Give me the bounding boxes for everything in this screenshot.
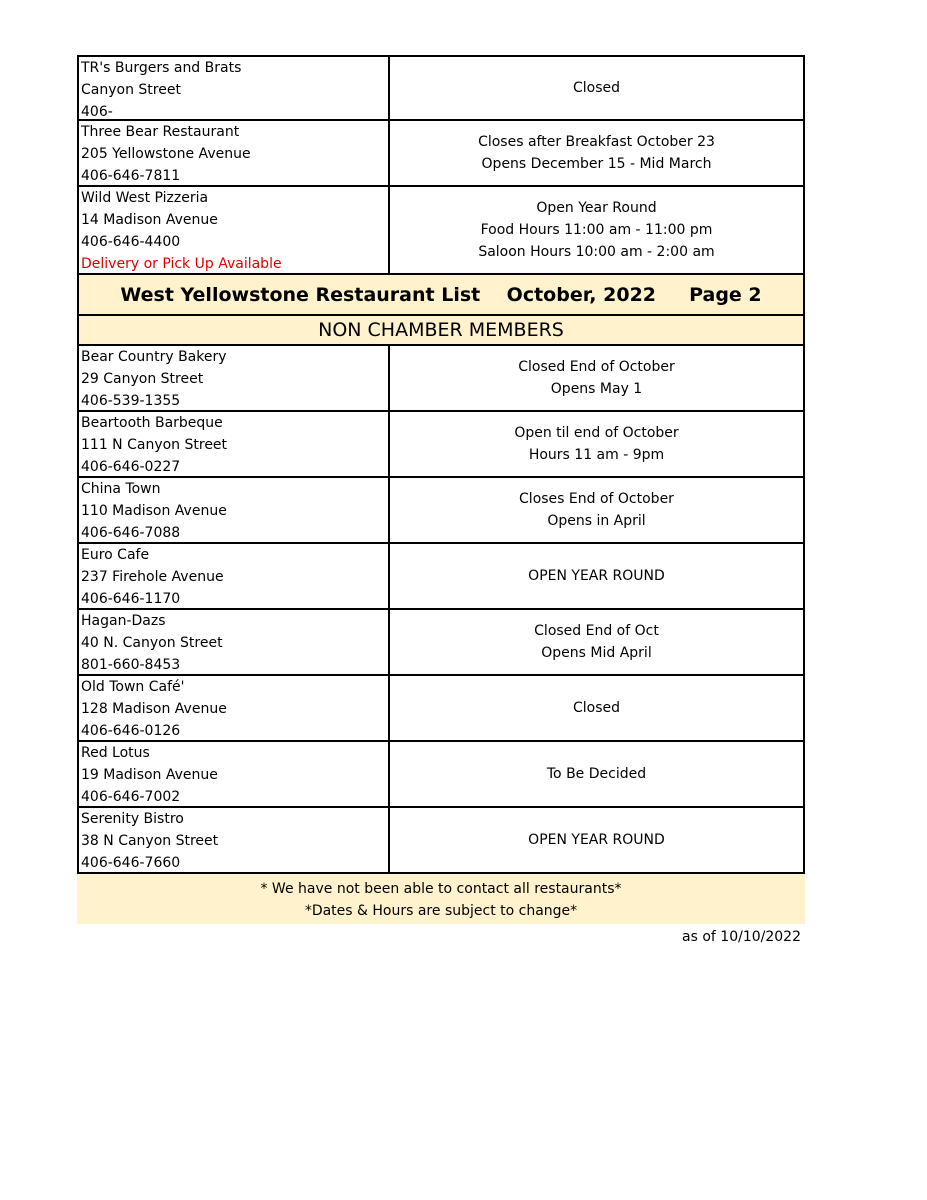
- restaurant-phone: 406-539-1355: [81, 393, 181, 409]
- table-row: [77, 742, 805, 808]
- restaurant-status: [390, 121, 803, 185]
- restaurant-address: 14 Madison Avenue: [81, 212, 218, 228]
- restaurant-info: [79, 742, 390, 806]
- restaurant-status: [390, 544, 803, 608]
- status-line: OPEN YEAR ROUND: [528, 832, 665, 848]
- as-of-date: as of 10/10/2022: [682, 929, 801, 945]
- restaurant-phone: 406-646-0227: [81, 459, 181, 475]
- restaurant-status: [390, 412, 803, 476]
- status-line: To Be Decided: [546, 766, 647, 782]
- table-row: [77, 412, 805, 478]
- restaurant-address: 38 N Canyon Street: [81, 833, 219, 849]
- restaurant-address: 40 N. Canyon Street: [81, 635, 223, 651]
- restaurant-address: 19 Madison Avenue: [81, 767, 218, 783]
- status-line: Opens Mid April: [541, 645, 652, 661]
- restaurant-phone: 406-646-0126: [81, 723, 181, 739]
- delivery-note: Delivery or Pick Up Available: [81, 256, 282, 272]
- restaurant-name: Three Bear Restaurant: [81, 124, 240, 140]
- restaurant-phone: 406-646-7088: [81, 525, 181, 541]
- status-line: Saloon Hours 10:00 am - 2:00 am: [478, 244, 715, 260]
- restaurant-status: [390, 610, 803, 674]
- status-line: Opens December 15 - Mid March: [481, 156, 712, 172]
- restaurant-address: 237 Firehole Avenue: [81, 569, 224, 585]
- status-line: Closed: [572, 700, 621, 716]
- status-line: Open til end of October: [514, 425, 679, 441]
- table-row: [77, 676, 805, 742]
- table-row: [77, 808, 805, 874]
- restaurant-phone: 406-646-7811: [81, 168, 181, 184]
- restaurant-info: [79, 187, 390, 273]
- restaurant-address: 128 Madison Avenue: [81, 701, 227, 717]
- section-heading: NON CHAMBER MEMBERS: [77, 316, 805, 346]
- restaurant-info: [79, 478, 390, 542]
- disclaimer-note: [77, 874, 805, 924]
- status-line: Hours 11 am - 9pm: [528, 447, 665, 463]
- status-line: Closed End of Oct: [534, 623, 659, 639]
- restaurant-phone: 406-: [81, 104, 113, 120]
- restaurant-name: Beartooth Barbeque: [81, 415, 223, 431]
- restaurant-name: Bear Country Bakery: [81, 349, 227, 365]
- restaurant-info: [79, 808, 390, 872]
- restaurant-info: [79, 676, 390, 740]
- restaurant-name: Serenity Bistro: [81, 811, 184, 827]
- restaurant-status: [390, 346, 803, 410]
- table-row: [77, 187, 805, 275]
- table-row: [77, 346, 805, 412]
- restaurant-name: Red Lotus: [81, 745, 150, 761]
- restaurant-name: Euro Cafe: [81, 547, 150, 563]
- restaurant-address: 29 Canyon Street: [81, 371, 204, 387]
- status-line: Opens in April: [547, 513, 646, 529]
- restaurant-name: Hagan-Dazs: [81, 613, 166, 629]
- disclaimer-line: *Dates & Hours are subject to change*: [304, 903, 578, 919]
- restaurant-list-sheet: [77, 55, 805, 948]
- status-line: Closed: [572, 80, 621, 96]
- restaurant-address: 111 N Canyon Street: [81, 437, 228, 453]
- table-row: [77, 121, 805, 187]
- page-title-banner: West Yellowstone Restaurant List October, 2022 Page 2: [77, 275, 805, 316]
- status-line: Open Year Round: [536, 200, 657, 216]
- restaurant-status: [390, 742, 803, 806]
- status-line: Opens May 1: [550, 381, 643, 397]
- table-row: [77, 55, 805, 121]
- restaurant-info: [79, 346, 390, 410]
- restaurant-info: [79, 57, 390, 119]
- restaurant-address: 205 Yellowstone Avenue: [81, 146, 251, 162]
- restaurant-info: [79, 610, 390, 674]
- restaurant-status: [390, 808, 803, 872]
- restaurant-name: TR's Burgers and Brats: [81, 60, 242, 76]
- restaurant-info: [79, 544, 390, 608]
- restaurant-phone: 801-660-8453: [81, 657, 181, 673]
- status-line: Closes after Breakfast October 23: [478, 134, 715, 150]
- restaurant-address: Canyon Street: [81, 82, 181, 98]
- restaurant-status: [390, 478, 803, 542]
- status-line: Food Hours 11:00 am - 11:00 pm: [480, 222, 713, 238]
- status-line: OPEN YEAR ROUND: [528, 568, 665, 584]
- table-row: [77, 610, 805, 676]
- restaurant-phone: 406-646-4400: [81, 234, 181, 250]
- restaurant-name: China Town: [81, 481, 161, 497]
- status-line: Closes End of October: [519, 491, 674, 507]
- status-line: Closed End of October: [518, 359, 675, 375]
- restaurant-phone: 406-646-7002: [81, 789, 181, 805]
- table-row: [77, 478, 805, 544]
- restaurant-status: [390, 676, 803, 740]
- restaurant-info: [79, 412, 390, 476]
- restaurant-status: [390, 57, 803, 119]
- restaurant-address: 110 Madison Avenue: [81, 503, 227, 519]
- disclaimer-line: * We have not been able to contact all restaurants*: [260, 881, 622, 897]
- table-row: [77, 544, 805, 610]
- restaurant-phone: 406-646-1170: [81, 591, 181, 607]
- restaurant-info: [79, 121, 390, 185]
- restaurant-status: [390, 187, 803, 273]
- restaurant-phone: 406-646-7660: [81, 855, 181, 871]
- restaurant-name: Old Town Café': [81, 679, 185, 695]
- restaurant-name: Wild West Pizzeria: [81, 190, 209, 206]
